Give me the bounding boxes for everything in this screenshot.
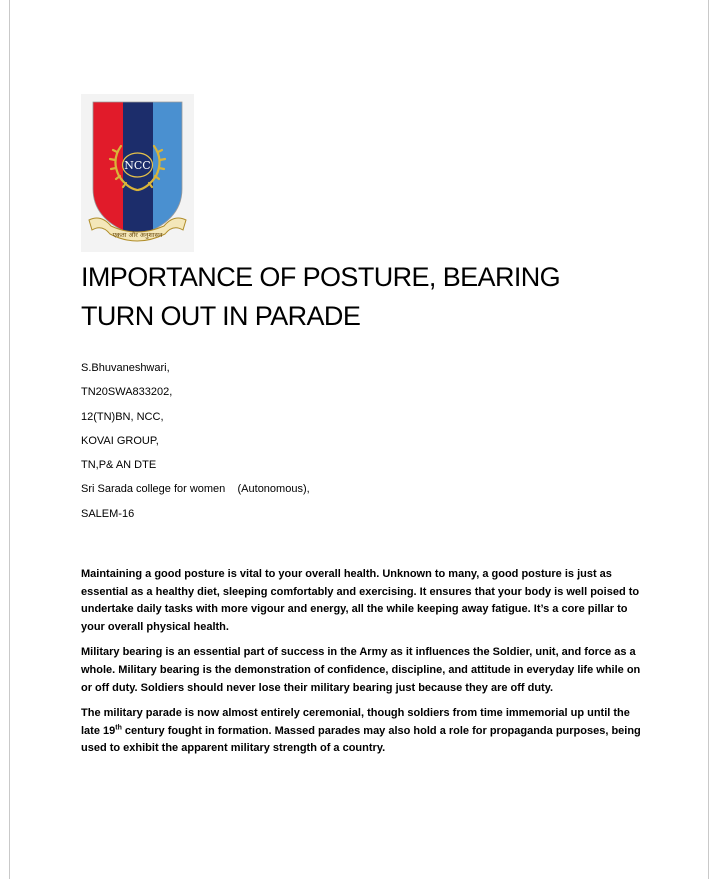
author-battalion: 12(TN)BN, NCC,: [81, 410, 164, 423]
paragraph-bearing: Military bearing is an essential part of success in the Army as it influences the Soldier, unit, and force as a whole. Military bearing is the demonstration of confidence, discipline, and attitude in everyday life while on or off duty. Soldiers should never lose their military bearing just because they are off duty.: [81, 646, 641, 694]
document-title: [81, 258, 641, 336]
logo-emblem-text: NCC: [124, 159, 151, 172]
author-directorate: TN,P& AN DTE: [81, 459, 157, 472]
paragraph-posture: Maintaining a good posture is vital to your overall health. Unknown to many, a good posture is just as essential as a healthy diet, sleeping comfortably and exercising. It ensures that your body is well poised to undertake daily tasks with more vigour and energy, all the while keeping away fatigue. It’s a core pillar to your overall physical health.: [81, 568, 640, 633]
title-line-2: TURN OUT IN PARADE: [81, 301, 361, 331]
paragraph-parade: [81, 705, 641, 758]
superscript-th: th: [115, 724, 122, 732]
author-group: KOVAI GROUP,: [81, 434, 159, 447]
author-regno: TN20SWA833202,: [81, 386, 173, 399]
logo-motto-text: एकता और अनुशासन: [112, 231, 163, 239]
title-line-1: IMPORTANCE OF POSTURE, BEARING: [81, 262, 561, 292]
author-college: Sri Sarada college for women (Autonomous),: [81, 483, 310, 496]
author-block: [81, 360, 641, 530]
paragraph-parade-part-1: The military parade is now almost entirely ceremonial, though soldiers from time immemorial up until the late 19: [81, 707, 630, 737]
ncc-shield-icon: [81, 94, 194, 252]
ncc-logo: [81, 94, 194, 252]
paragraph-parade-part-2: century fought in formation. Massed parades may also hold a role for propaganda purposes, being used to exhibit the apparent military strength of a country.: [81, 724, 641, 755]
author-name: S.Bhuvaneshwari,: [81, 362, 170, 374]
body-text: [81, 566, 641, 766]
author-city: SALEM-16: [81, 507, 135, 520]
